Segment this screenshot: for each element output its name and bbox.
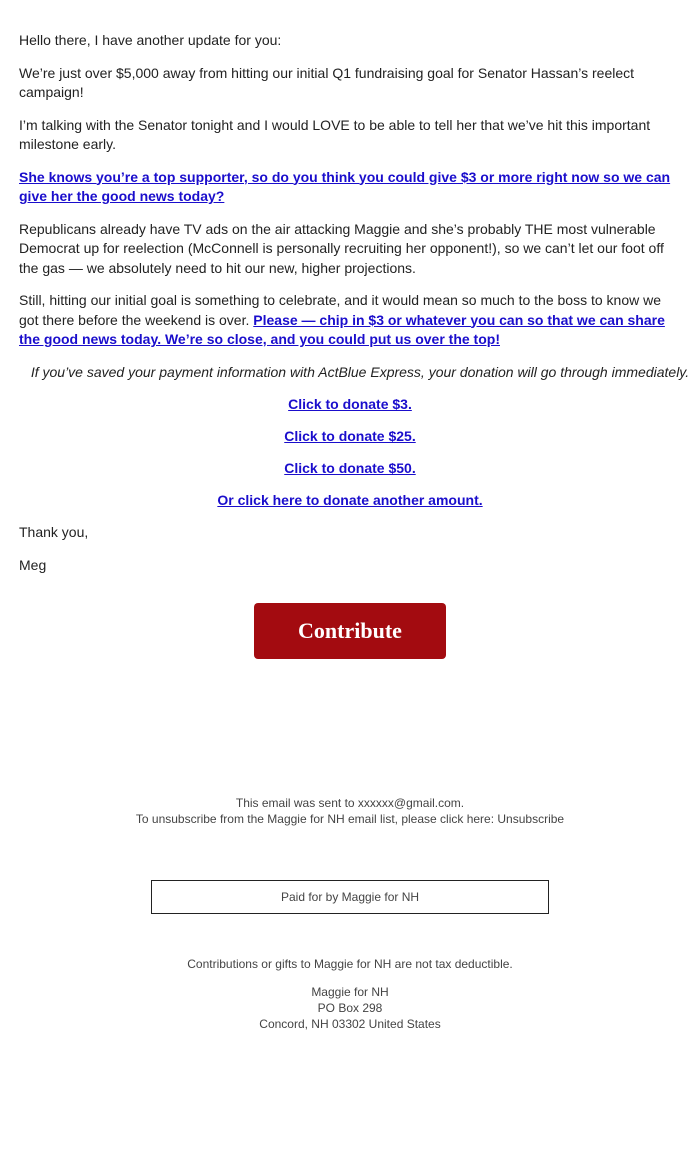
donate-50-link[interactable]: Click to donate $50.	[284, 460, 416, 476]
paragraph-top-supporter	[19, 168, 681, 207]
top-supporter-link[interactable]: She knows you’re a top supporter, so do you think you could give $3 or more right now so we can give her the good news today?	[19, 168, 671, 204]
greeting: Hello there, I have another update for you:	[19, 32, 282, 48]
signature: Meg	[19, 556, 47, 573]
paragraph-celebrate	[19, 291, 681, 350]
donate-other-link[interactable]: Or click here to donate another amount.	[217, 492, 483, 508]
mailing-address	[19, 984, 681, 1032]
donate-50-row	[19, 459, 681, 479]
recipient-email: xxxxxx@gmail.com	[357, 796, 461, 810]
unsubscribe-line	[19, 811, 681, 827]
contribute-button-wrap	[19, 603, 681, 659]
address-name: Maggie for NH	[311, 985, 389, 999]
donate-3-row	[19, 395, 681, 415]
tax-note: Contributions or gifts to Maggie for NH are not tax deductible.	[187, 957, 513, 971]
donate-other-row	[19, 491, 681, 511]
address-city: Concord, NH 03302 United States	[259, 1017, 441, 1031]
sent-to-line	[19, 795, 681, 811]
unsubscribe-link[interactable]: Unsubscribe	[497, 812, 565, 826]
celebrate-text: Still, hitting our initial goal is something to celebrate, and it would mean so much to the boss to know we got there before the weekend is over.	[19, 292, 662, 328]
donate-3-link[interactable]: Click to donate $3.	[288, 396, 412, 412]
actblue-note: If you’ve saved your payment information with ActBlue Express, your donation will go through immediately.	[30, 363, 690, 380]
sent-suffix: .	[460, 796, 465, 810]
contribute-button[interactable]: Contribute	[254, 603, 446, 659]
paragraph-republicans: Republicans already have TV ads on the air attacking Maggie and she’s probably THE most vulnerable Democrat up for reelection (McConnell is personally recruiting her opponent!), so we can’t let our foot off the gas — we absolutely need to hit our new, higher projections.	[19, 220, 664, 276]
paid-for-box: Paid for by Maggie for NH	[151, 880, 549, 914]
paragraph-senator: I’m talking with the Senator tonight and I would LOVE to be able to tell her that we’ve hit this important milestone early.	[19, 116, 651, 152]
address-po-box: PO Box 298	[317, 1001, 383, 1015]
donate-25-row	[19, 427, 681, 447]
chip-in-link[interactable]: Please — chip in $3 or whatever you can so that we can share the good news today. We’re so close, and you could put us over the top!	[19, 311, 665, 347]
unsubscribe-text: To unsubscribe from the Maggie for NH email list, please click here:	[135, 812, 495, 826]
closing: Thank you,	[19, 524, 89, 540]
sent-prefix: This email was sent to	[235, 796, 355, 810]
paragraph-goal: We’re just over $5,000 away from hitting our initial Q1 fundraising goal for Senator Hassan’s reelect campaign!	[19, 64, 635, 100]
donate-25-link[interactable]: Click to donate $25.	[284, 428, 416, 444]
footer-sent-block	[19, 795, 681, 827]
